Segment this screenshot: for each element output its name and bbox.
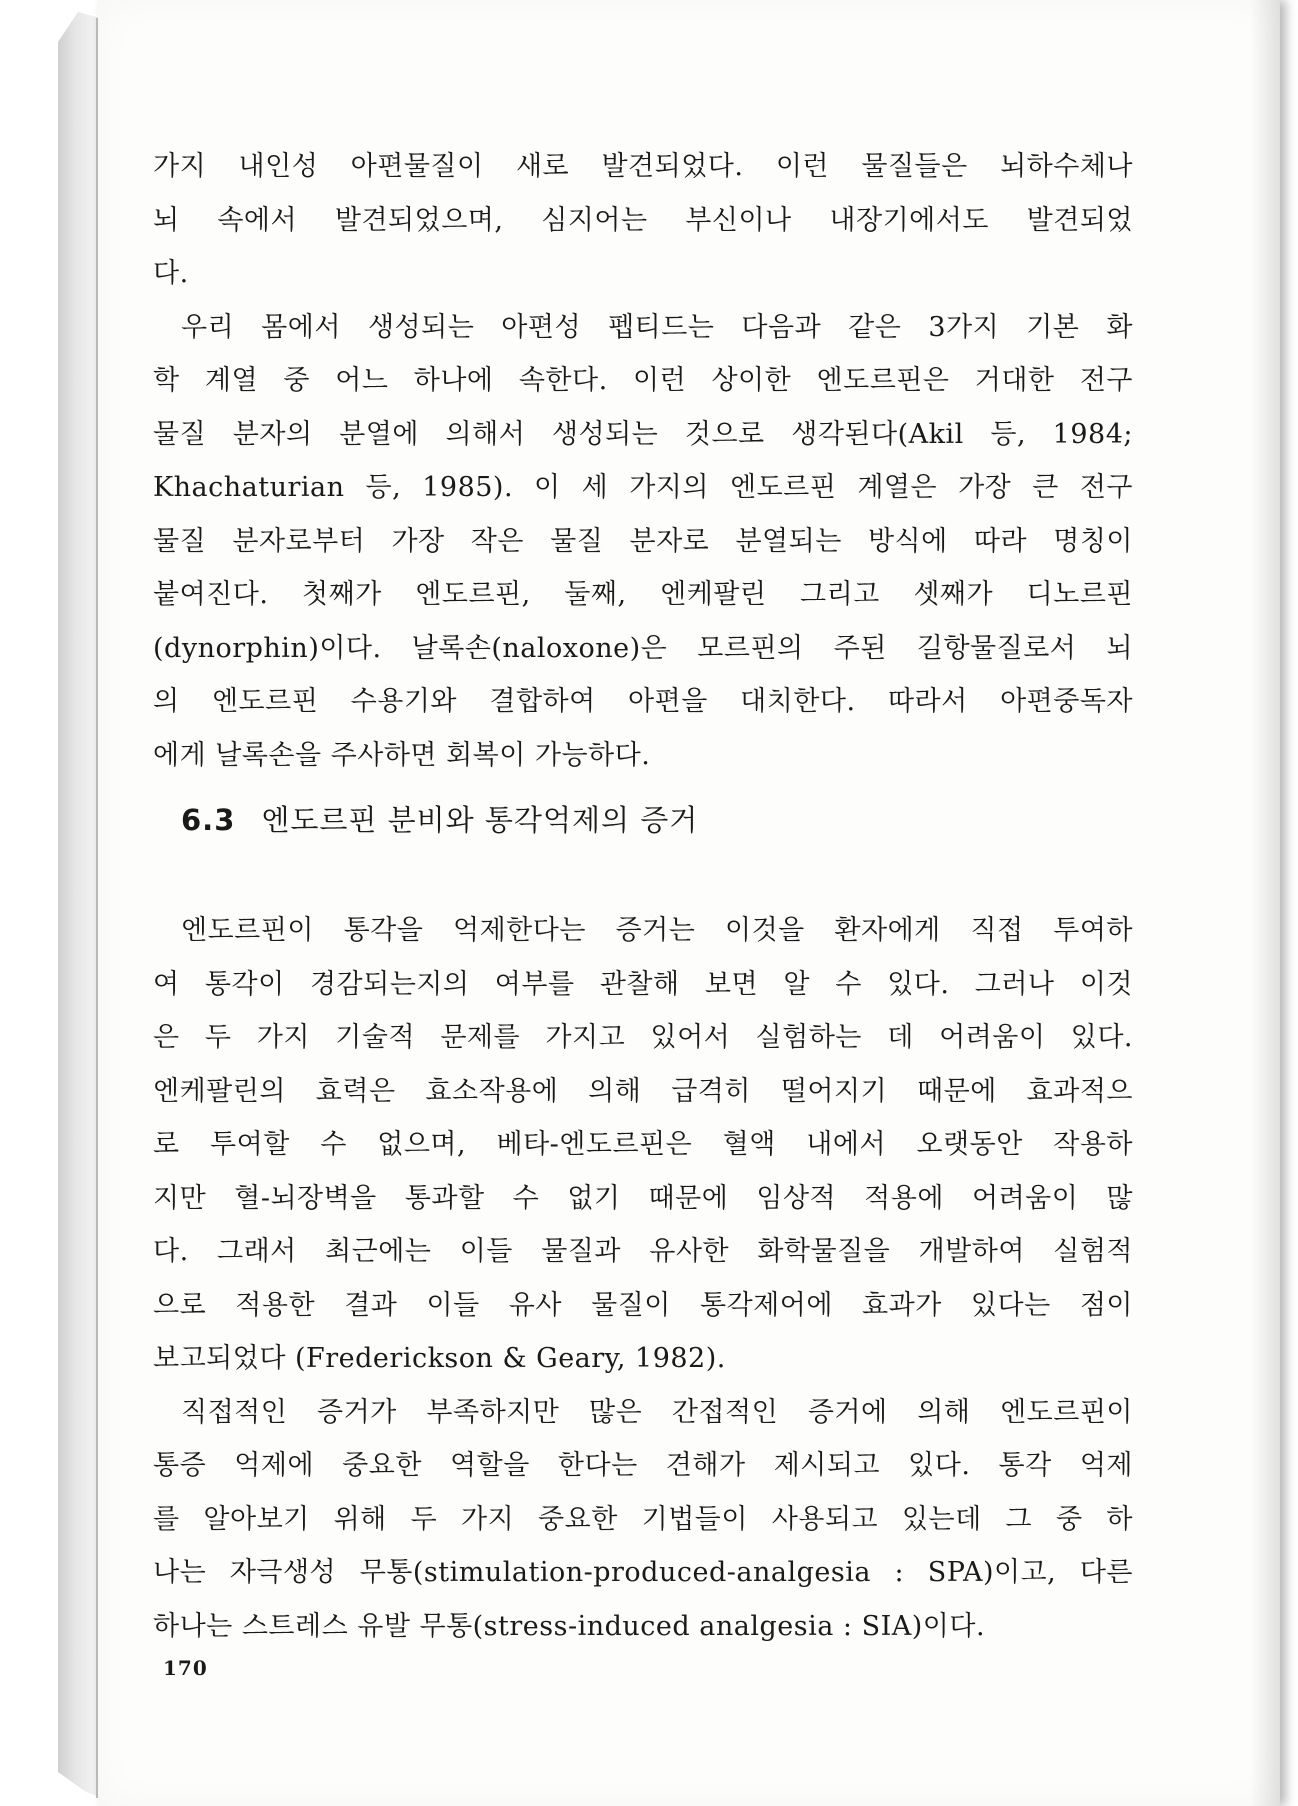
body-text-bottom <box>153 904 1133 1653</box>
text-line: 보고되었다 (Frederickson & Geary, 1982). <box>153 1343 726 1374</box>
text-line: 학 계열 중 어느 하나에 속한다. 이런 상이한 엔도르핀은 거대한 전구 <box>153 365 1133 396</box>
section-title: 엔도르핀 분비와 통각억제의 증거 <box>261 803 699 837</box>
section-heading <box>181 798 698 839</box>
text-line: 붙여진다. 첫째가 엔도르핀, 둘째, 엔케팔린 그리고 셋째가 디노르핀 <box>153 579 1133 610</box>
text-line: 여 통각이 경감되는지의 여부를 관찰해 보면 알 수 있다. 그러나 이것 <box>153 968 1133 1000</box>
text-line: (dynorphin)이다. 날록손(naloxone)은 모르핀의 주된 길항물질로서 뇌 <box>153 632 1133 664</box>
page-shadow <box>1250 0 1280 1806</box>
text-line: 물질 분자로부터 가장 작은 물질 분자로 분열되는 방식에 따라 명칭이 <box>153 525 1133 557</box>
text-line: 우리 몸에서 생성되는 아편성 펩티드는 다음과 같은 3가지 기본 화 <box>181 311 1133 343</box>
section-number: 6.3 <box>181 803 236 837</box>
text-line: 엔도르핀이 통각을 억제한다는 증거는 이것을 환자에게 직접 투여하 <box>181 915 1133 946</box>
text-line: 지만 혈-뇌장벽을 통과할 수 없기 때문에 임상적 적용에 어려움이 많 <box>153 1182 1133 1214</box>
text-line: 은 두 가지 기술적 문제를 가지고 있어서 실험하는 데 어려움이 있다. <box>153 1022 1133 1053</box>
text-line: 으로 적용한 결과 이들 유사 물질이 통각제어에 효과가 있다는 점이 <box>153 1289 1133 1321</box>
text-line: 에게 날록손을 주사하면 회복이 가능하다. <box>153 739 651 771</box>
text-line: 직접적인 증거가 부족하지만 많은 간접적인 증거에 의해 엔도르핀이 <box>181 1396 1133 1428</box>
text-line: 가지 내인성 아편물질이 새로 발견되었다. 이런 물질들은 뇌하수체나 <box>153 151 1133 182</box>
text-line: 다. <box>153 258 189 289</box>
body-text-top <box>153 140 1133 782</box>
text-line: 하나는 스트레스 유발 무통(stress-induced analgesia : SIA)이다. <box>153 1610 986 1642</box>
text-line: 의 엔도르핀 수용기와 결합하여 아편을 대치한다. 따라서 아편중독자 <box>153 686 1133 717</box>
text-line: 뇌 속에서 발견되었으며, 심지어는 부신이나 내장기에서도 발견되었 <box>153 204 1133 236</box>
text-line: 나는 자극생성 무통(stimulation-produced-analgesia : SPA)이고, 다른 <box>153 1557 1133 1588</box>
text-line: 통증 억제에 중요한 역할을 한다는 견해가 제시되고 있다. 통각 억제 <box>153 1450 1133 1481</box>
text-line: 엔케팔린의 효력은 효소작용에 의해 급격히 떨어지기 때문에 효과적으 <box>153 1075 1133 1107</box>
text-line: 를 알아보기 위해 두 가지 중요한 기법들이 사용되고 있는데 그 중 하 <box>153 1503 1133 1535</box>
text-line: 다. 그래서 최근에는 이들 물질과 유사한 화학물질을 개발하여 실험적 <box>153 1236 1133 1267</box>
page-number: 170 <box>163 1656 208 1680</box>
text-line: Khachaturian 등, 1985). 이 세 가지의 엔도르핀 계열은 가장 큰 전구 <box>153 472 1133 503</box>
text-line: 로 투여할 수 없으며, 베타-엔도르핀은 혈액 내에서 오랫동안 작용하 <box>153 1129 1133 1160</box>
text-line: 물질 분자의 분열에 의해서 생성되는 것으로 생각된다(Akil 등, 1984; <box>153 418 1133 450</box>
